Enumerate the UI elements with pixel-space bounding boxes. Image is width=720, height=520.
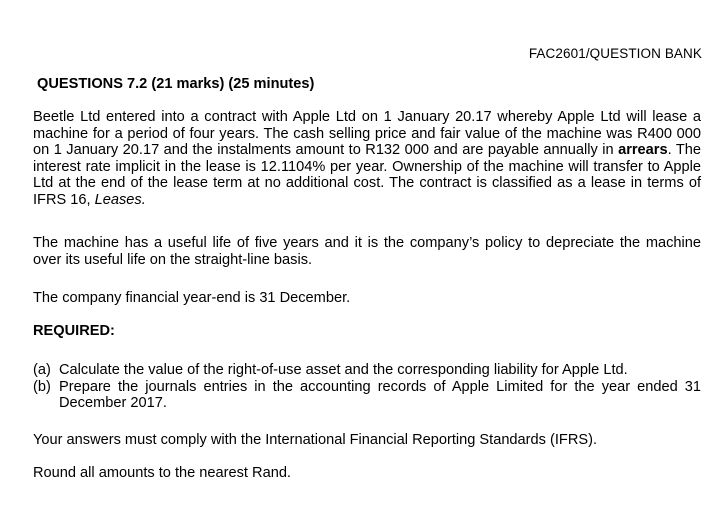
scenario-paragraph (33, 109, 701, 209)
requirements-list (33, 362, 701, 412)
requirement-item-b (33, 379, 701, 412)
depreciation-paragraph: The machine has a useful life of five years and it is the company’s policy to depreciate the machine over its useful life on the straight-line basis. (33, 235, 701, 268)
requirement-marker: (b) (33, 378, 51, 395)
year-end-paragraph: The company financial year-end is 31 December. (33, 290, 351, 306)
requirement-marker: (a) (33, 362, 51, 378)
scenario-text-part2: . The interest rate implicit in the lease is 12.1104% per year. Ownership of the machine will transfer to Apple Ltd at the end of the lease term at no additional cost. The contract is classified as a lease in terms of IFRS 16, (33, 142, 701, 208)
scenario-text-italic: Leases. (94, 191, 146, 208)
rounding-paragraph: Round all amounts to the nearest Rand. (33, 465, 291, 481)
required-heading: REQUIRED: (33, 323, 115, 339)
page-header: FAC2601/QUESTION BANK (528, 46, 702, 61)
question-title: QUESTIONS 7.2 (21 marks) (25 minutes) (37, 76, 315, 92)
ifrs-compliance-paragraph: Your answers must comply with the International Financial Reporting Standards (IFRS). (33, 432, 598, 448)
scenario-text-bold: arrears (618, 142, 668, 159)
scenario-text-part1: Beetle Ltd entered into a contract with Apple Ltd on 1 January 20.17 whereby Apple Ltd will lease a machine for a period of four years. The cash selling price and fair value of the machine was R400 000 on 1 January 20.17 and the instalments amount to R132 000 and are payable annually in (33, 109, 701, 159)
requirement-item-a (33, 362, 701, 379)
requirement-text: Prepare the journals entries in the accounting records of Apple Limited for the year ended 31 December 2017. (59, 378, 701, 412)
requirement-text: Calculate the value of the right-of-use asset and the corresponding liability for Apple Ltd. (59, 362, 628, 378)
